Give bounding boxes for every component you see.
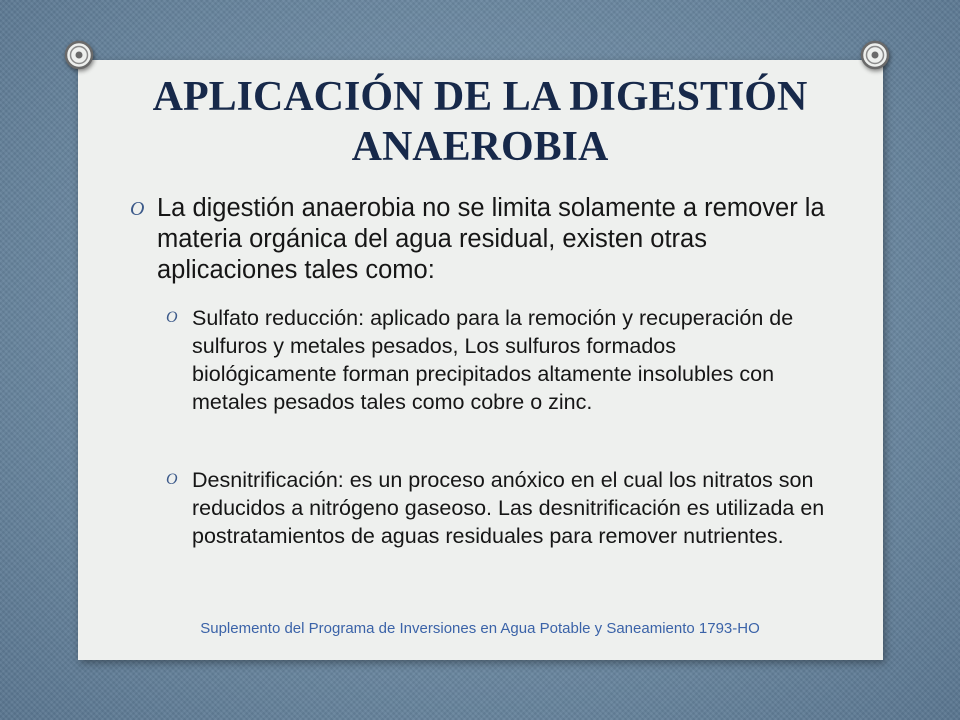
sub-bullet-desnitrificacion	[166, 466, 826, 550]
title-line-2: ANAEROBIA	[351, 124, 609, 170]
bullet-marker-icon: O	[130, 198, 145, 220]
title-line-1: APLICACIÓN DE LA DIGESTIÓN	[152, 74, 808, 120]
intro-text: La digestión anaerobia no se limita solamente a remover la materia orgánica del agua residual, existen otras aplicaciones tales como:	[157, 194, 825, 284]
sub-bullet-sulfato	[166, 304, 806, 416]
term-label: Desnitrificación	[192, 468, 338, 492]
footer-source: Suplemento del Programa de Inversiones en Agua Potable y Saneamiento 1793-HO	[200, 620, 760, 637]
pushpin-icon	[860, 40, 890, 70]
term-description: : es un proceso anóxico en el cual los nitratos son reducidos a nitrógeno gaseoso. Las desnitrificación es utilizada en postratamientos de aguas residuales para remover nutrientes.	[192, 468, 825, 548]
term-description: : aplicado para la remoción y recuperación de sulfuros y metales pesados, Los sulfuros formados biológicamente forman precipitados altamente insolubles con metales pesados tales como cobre o zinc.	[192, 306, 794, 414]
term-label: Sulfato reducción	[192, 306, 359, 330]
pushpin-icon	[64, 40, 94, 70]
sub-bullet-text	[192, 466, 826, 550]
intro-bullet	[130, 193, 830, 286]
bullet-marker-icon: O	[166, 309, 178, 326]
sub-bullet-text	[192, 304, 802, 416]
bullet-marker-icon: O	[166, 471, 178, 488]
slide-title	[120, 72, 840, 172]
